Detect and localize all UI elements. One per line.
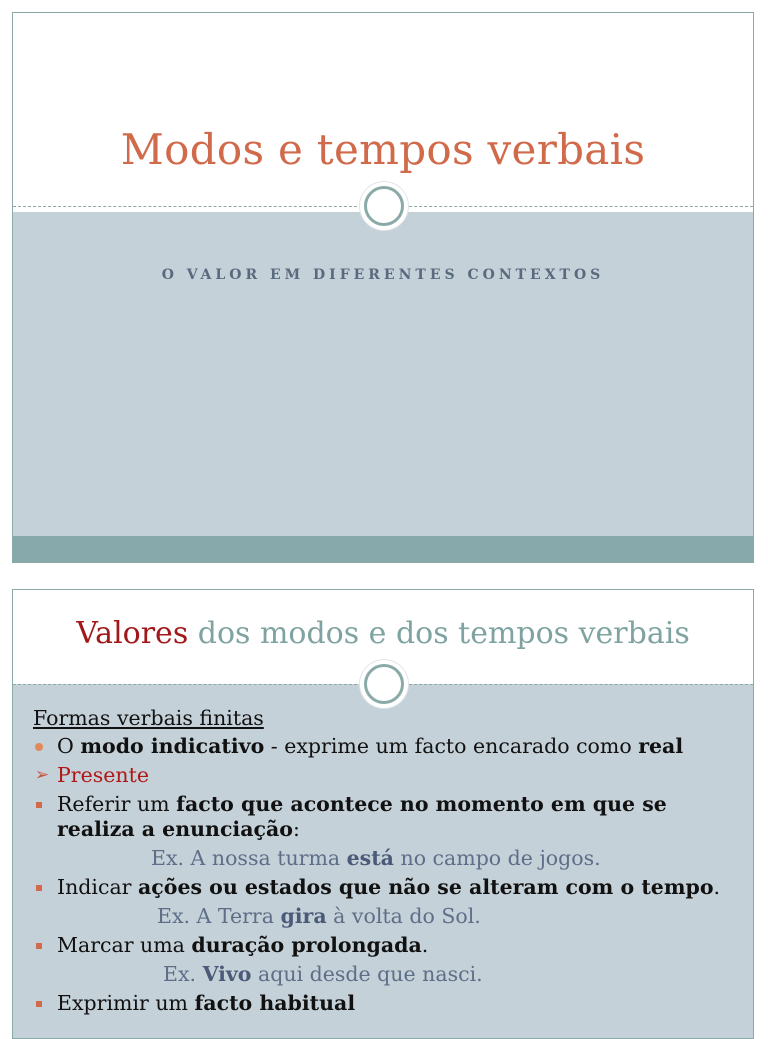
example-line bbox=[33, 904, 741, 929]
text-run: Ex. bbox=[163, 962, 203, 986]
title-slide-header bbox=[13, 13, 753, 212]
slide-title bbox=[13, 616, 753, 651]
text-run: Ex. A Terra bbox=[157, 904, 281, 928]
list-item bbox=[33, 991, 741, 1016]
text-run: . bbox=[713, 875, 721, 899]
arrow-bullet-icon: ➢ bbox=[34, 765, 50, 785]
square-bullet-icon bbox=[36, 885, 42, 891]
text-bold: facto que acontece no momento em que se realiza a enunciação bbox=[57, 792, 667, 841]
list-item bbox=[33, 792, 741, 842]
circle-ornament-icon bbox=[364, 664, 404, 704]
text-bold: duração prolongada bbox=[191, 933, 422, 957]
list-item bbox=[33, 875, 741, 900]
footer-bar bbox=[13, 536, 753, 562]
slide-subtitle: O VALOR EM DIFERENTES CONTEXTOS bbox=[161, 267, 605, 283]
dot-bullet-icon bbox=[35, 743, 43, 751]
text-run: à volta do Sol. bbox=[326, 904, 481, 928]
title-accent: Valores bbox=[76, 616, 189, 651]
text-bold: está bbox=[346, 846, 394, 870]
text-bold: real bbox=[638, 734, 684, 758]
square-bullet-icon bbox=[36, 802, 42, 808]
slide-content bbox=[33, 706, 741, 1020]
square-bullet-icon bbox=[36, 943, 42, 949]
text-run: Presente bbox=[57, 763, 149, 787]
text-run: Exprimir um bbox=[57, 991, 195, 1015]
text-run: no campo de jogos. bbox=[393, 846, 601, 870]
text-run: . bbox=[421, 933, 429, 957]
text-bold: facto habitual bbox=[194, 991, 356, 1015]
text-run: O bbox=[57, 734, 81, 758]
text-run: aqui desde que nasci. bbox=[251, 962, 483, 986]
text-run: Referir um bbox=[57, 792, 177, 816]
text-run: Indicar bbox=[57, 875, 138, 899]
slide-title: Modos e tempos verbais bbox=[120, 125, 646, 174]
circle-ornament-icon bbox=[364, 186, 404, 226]
text-run: : bbox=[292, 817, 300, 841]
text-run: Ex. A nossa turma bbox=[151, 846, 347, 870]
list-item bbox=[33, 933, 741, 958]
section-heading: Formas verbais finitas bbox=[33, 706, 264, 730]
square-bullet-icon bbox=[36, 1001, 42, 1007]
list-item bbox=[33, 734, 741, 759]
text-bold: Vivo bbox=[202, 962, 252, 986]
content-slide bbox=[12, 589, 754, 1039]
list-item bbox=[33, 763, 741, 788]
title-rest: dos modos e dos tempos verbais bbox=[188, 616, 690, 651]
text-bold: gira bbox=[280, 904, 327, 928]
example-line bbox=[33, 962, 741, 987]
text-run: Marcar uma bbox=[57, 933, 192, 957]
text-run: - exprime um facto encarado como bbox=[264, 734, 639, 758]
text-bold: ações ou estados que não se alteram com o tempo bbox=[138, 875, 714, 899]
text-bold: modo indicativo bbox=[80, 734, 265, 758]
title-slide bbox=[12, 12, 754, 563]
example-line bbox=[33, 846, 741, 871]
